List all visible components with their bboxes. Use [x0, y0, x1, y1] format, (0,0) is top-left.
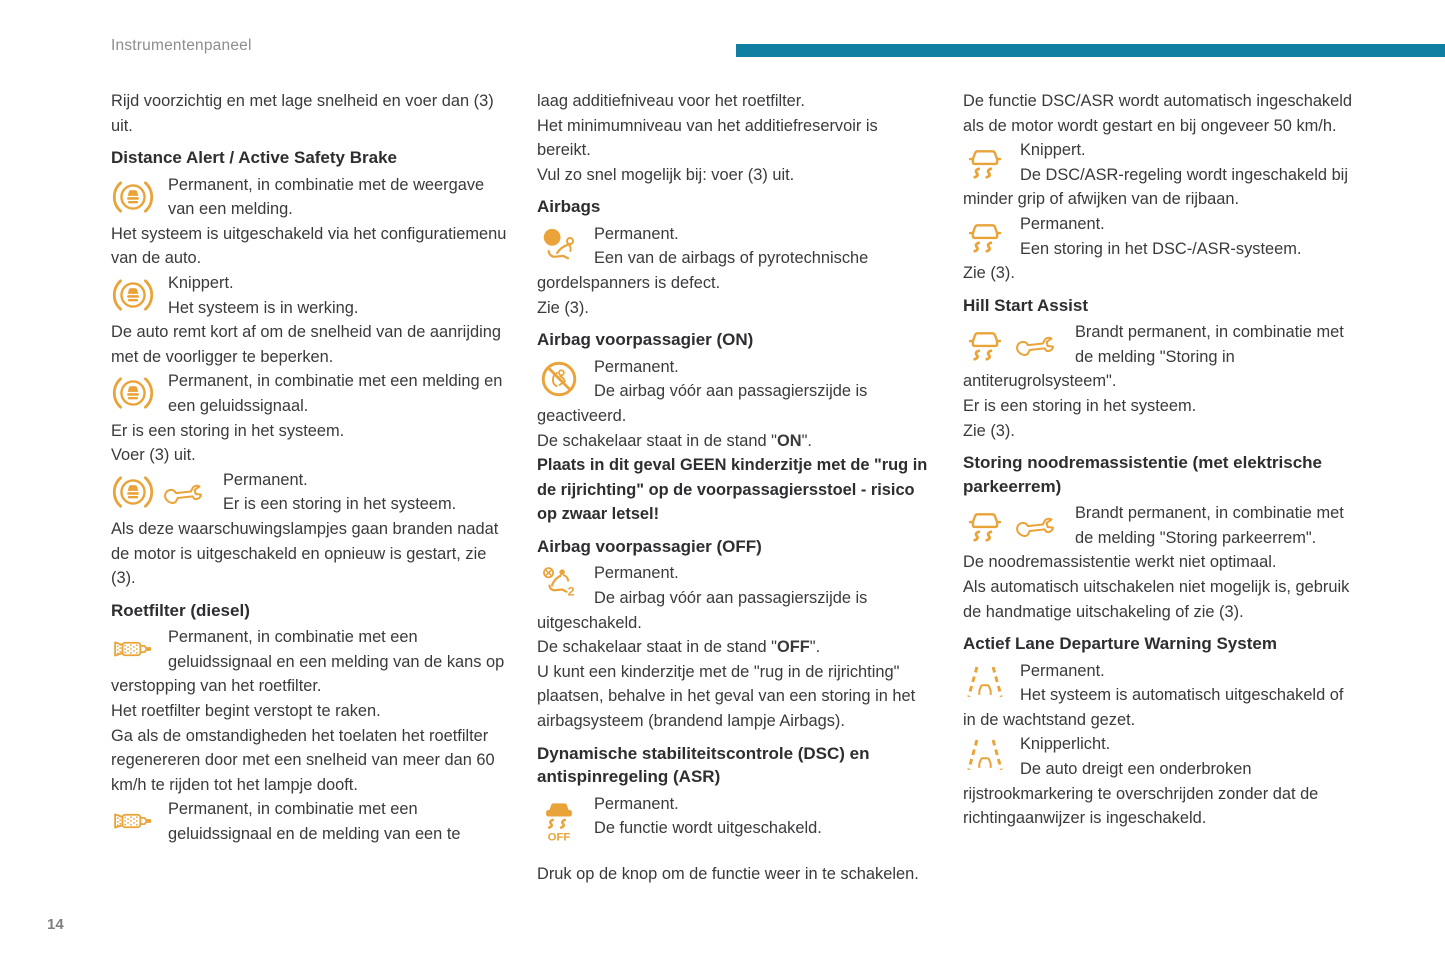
paragraph: Het roetfilter begint verstopt te raken.	[111, 702, 381, 721]
indicator-text: Permanent.	[223, 470, 308, 489]
paragraph: Er is een storing in het systeem.	[111, 421, 345, 440]
indicator-text: Permanent, in combinatie met een melding en een geluidssignaal.	[168, 372, 503, 416]
indicator-block	[537, 561, 933, 635]
indicator-block	[963, 138, 1359, 212]
indicator-text: Een storing in het DSC-/ASR-systeem.	[1020, 239, 1302, 258]
text-segment: ".	[801, 431, 812, 450]
running-header: Instrumentenpaneel	[111, 37, 252, 54]
active-safety-brake-warning-icon	[111, 470, 155, 514]
particulate-filter-icon	[111, 625, 168, 673]
paragraph: Als deze waarschuwingslampjes gaan branden nadat de motor is uitgeschakeld en opnieuw is gestart, zie (3).	[111, 520, 499, 588]
indicator-text: Het systeem is in werking.	[168, 298, 359, 317]
indicator-text: Het systeem is automatisch uitgeschakeld of in de wachtstand gezet.	[963, 686, 1344, 729]
service-wrench-icon	[1013, 503, 1057, 547]
passenger-airbag-on-icon	[537, 355, 594, 403]
paragraph: laag additiefniveau voor het roetfilter.	[537, 92, 805, 110]
paragraph: Rijd voorzichtig en met lage snelheid en voer dan (3) uit.	[111, 92, 494, 135]
indicator-text: Knippert.	[168, 274, 234, 293]
indicator-block	[111, 271, 507, 320]
page-number: 14	[47, 916, 64, 933]
indicator-text: Permanent, in combinatie met een geluidssignaal en de melding van een te	[168, 800, 461, 844]
indicator-block	[963, 501, 1359, 550]
heading-airbag-on: Airbag voorpassagier (ON)	[537, 330, 754, 350]
text-segment-bold: OFF	[776, 638, 810, 657]
heading-airbag-off: Airbag voorpassagier (OFF)	[537, 536, 762, 556]
indicator-text: De DSC/ASR-regeling wordt ingeschakeld bij minder grip of afwijken van de rijbaan.	[963, 165, 1348, 209]
paragraph: De functie DSC/ASR wordt automatisch ingeschakeld als de motor wordt gestart en bij ongeveer 50 km/h.	[963, 92, 1353, 135]
heading-airbags: Airbags	[537, 197, 601, 217]
dsc-asr-off-icon	[537, 792, 594, 862]
text-segment-bold: ON	[776, 431, 802, 450]
indicator-text: De auto dreigt een onderbroken rijstrookmarkering te overschrijden zonder dat de richtingaanwijzer is ingeschakeld.	[963, 760, 1319, 828]
warning-paragraph: Plaats in dit geval GEEN kinderzitje met de "rug in de rijrichting" op de voorpassagiersstoel - risico op zwaar letsel!	[537, 456, 928, 524]
active-safety-brake-warning-icon	[111, 369, 168, 417]
airbag-warning-icon	[537, 222, 594, 270]
indicator-text: Een van de airbags of pyrotechnische gordelspanners is defect.	[537, 249, 869, 293]
paragraph: Ga als de omstandigheden het toelaten het roetfilter regenereren door met een snelheid van meer dan 60 km/h te rijden tot het lampje dooft.	[111, 726, 495, 794]
text-segment: De schakelaar staat in de stand "	[537, 431, 777, 450]
indicator-icon-pair	[963, 320, 1075, 368]
paragraph: Er is een storing in het systeem.	[963, 397, 1197, 416]
header-accent-bar	[736, 44, 1445, 57]
indicator-block	[537, 222, 933, 296]
indicator-block	[963, 212, 1359, 261]
text-segment: ".	[809, 638, 821, 657]
service-wrench-icon	[1013, 322, 1057, 366]
paragraph: Zie (3).	[963, 421, 1015, 440]
paragraph: De auto remt kort af om de snelheid van de aanrijding met de voorligger te beperken.	[111, 323, 501, 366]
paragraph: U kunt een kinderzitje met de "rug in de rijrichting" plaatsen, behalve in het geval van een storing in het airbagsysteem (brandend lampje Airbags).	[537, 662, 916, 730]
indicator-icon-pair	[111, 468, 223, 516]
indicator-block	[111, 173, 507, 222]
indicator-block	[963, 659, 1359, 733]
indicator-text: Er is een storing in het systeem.	[223, 495, 457, 514]
heading-distance-alert: Distance Alert / Active Safety Brake	[111, 148, 397, 168]
heading-lane-departure: Actief Lane Departure Warning System	[963, 634, 1277, 654]
indicator-text: De airbag vóór aan passagierszijde is geactiveerd.	[537, 382, 868, 425]
paragraph: Als automatisch uitschakelen niet mogelijk is, gebruik de handmatige uitschakeling of zie (3).	[963, 578, 1350, 621]
indicator-text: Permanent.	[594, 357, 679, 376]
lane-departure-warning-icon	[963, 659, 1020, 707]
paragraph: Het minimumniveau van het additiefreservoir is bereikt.	[537, 116, 878, 160]
paragraph: Zie (3).	[963, 264, 1015, 283]
heading-hill-start-assist: Hill Start Assist	[963, 295, 1089, 315]
indicator-text: Knippert.	[1020, 141, 1086, 160]
heading-dsc-asr: Dynamische stabiliteitscontrole (DSC) en antispinregeling (ASR)	[537, 743, 870, 787]
paragraph	[537, 429, 933, 454]
active-safety-brake-warning-icon	[111, 271, 168, 319]
particulate-filter-icon	[111, 797, 168, 845]
paragraph	[537, 635, 933, 660]
dsc-asr-icon	[963, 503, 1007, 547]
paragraph: Zie (3).	[537, 298, 589, 317]
indicator-icon-pair	[963, 501, 1075, 549]
paragraph: Het systeem is uitgeschakeld via het configuratiemenu van de auto.	[111, 224, 507, 268]
indicator-block	[111, 468, 507, 517]
lane-departure-warning-icon	[963, 732, 1020, 780]
indicator-text: Permanent.	[594, 794, 679, 813]
active-safety-brake-warning-icon	[111, 173, 168, 221]
indicator-block	[537, 792, 933, 841]
indicator-text: Permanent, in combinatie met de weergave van een melding.	[168, 175, 485, 219]
heading-roetfilter: Roetfilter (diesel)	[111, 600, 250, 620]
indicator-text: De functie wordt uitgeschakeld.	[594, 819, 822, 838]
indicator-block	[111, 797, 507, 846]
service-wrench-icon	[161, 470, 205, 514]
indicator-block	[537, 355, 933, 429]
paragraph: De noodremassistentie werkt niet optimaal.	[963, 553, 1277, 572]
indicator-text: Permanent.	[594, 564, 679, 583]
dsc-asr-icon	[963, 322, 1007, 366]
indicator-text: Permanent.	[1020, 661, 1105, 680]
indicator-text: Permanent, in combinatie met een geluidssignaal en een melding van de kans op verstopping van het roetfilter.	[111, 628, 505, 696]
paragraph: Vul zo snel mogelijk bij: voer (3) uit.	[537, 165, 795, 184]
indicator-text: Brandt permanent, in combinatie met de melding "Storing in antiterugrolsysteem".	[963, 323, 1344, 391]
column-3	[963, 89, 1359, 886]
column-2	[537, 89, 933, 886]
indicator-block	[963, 320, 1359, 394]
indicator-text: Permanent.	[594, 224, 679, 243]
heading-noodremassistentie: Storing noodremassistentie (met elektrische parkeerrem)	[963, 453, 1322, 496]
indicator-block	[111, 625, 507, 699]
indicator-text: Knipperlicht.	[1020, 735, 1111, 754]
indicator-block	[963, 732, 1359, 830]
paragraph: Voer (3) uit.	[111, 446, 196, 465]
text-segment: De schakelaar staat in de stand "	[537, 638, 777, 657]
dsc-asr-icon	[963, 212, 1020, 260]
indicator-text: Permanent.	[1020, 214, 1105, 233]
indicator-text: Brandt permanent, in combinatie met de melding "Storing parkeerrem".	[1075, 504, 1344, 547]
dsc-asr-icon	[963, 138, 1020, 186]
page-content	[111, 89, 1359, 886]
indicator-block	[111, 369, 507, 418]
paragraph: Druk op de knop om de functie weer in te schakelen.	[537, 864, 919, 883]
passenger-airbag-off-icon	[537, 561, 594, 609]
indicator-text: De airbag vóór aan passagierszijde is uitgeschakeld.	[537, 589, 868, 632]
column-1	[111, 89, 507, 886]
